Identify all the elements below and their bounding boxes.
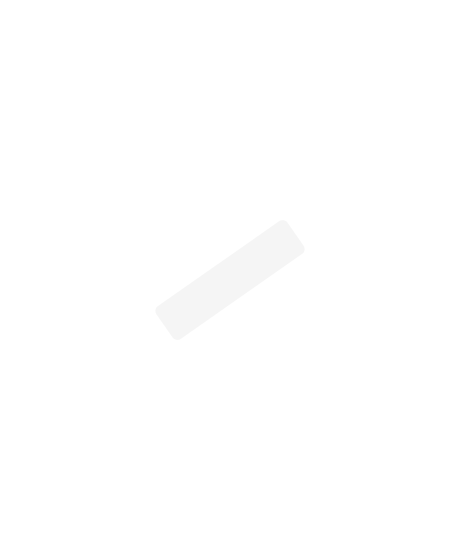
watermark [153, 218, 307, 343]
